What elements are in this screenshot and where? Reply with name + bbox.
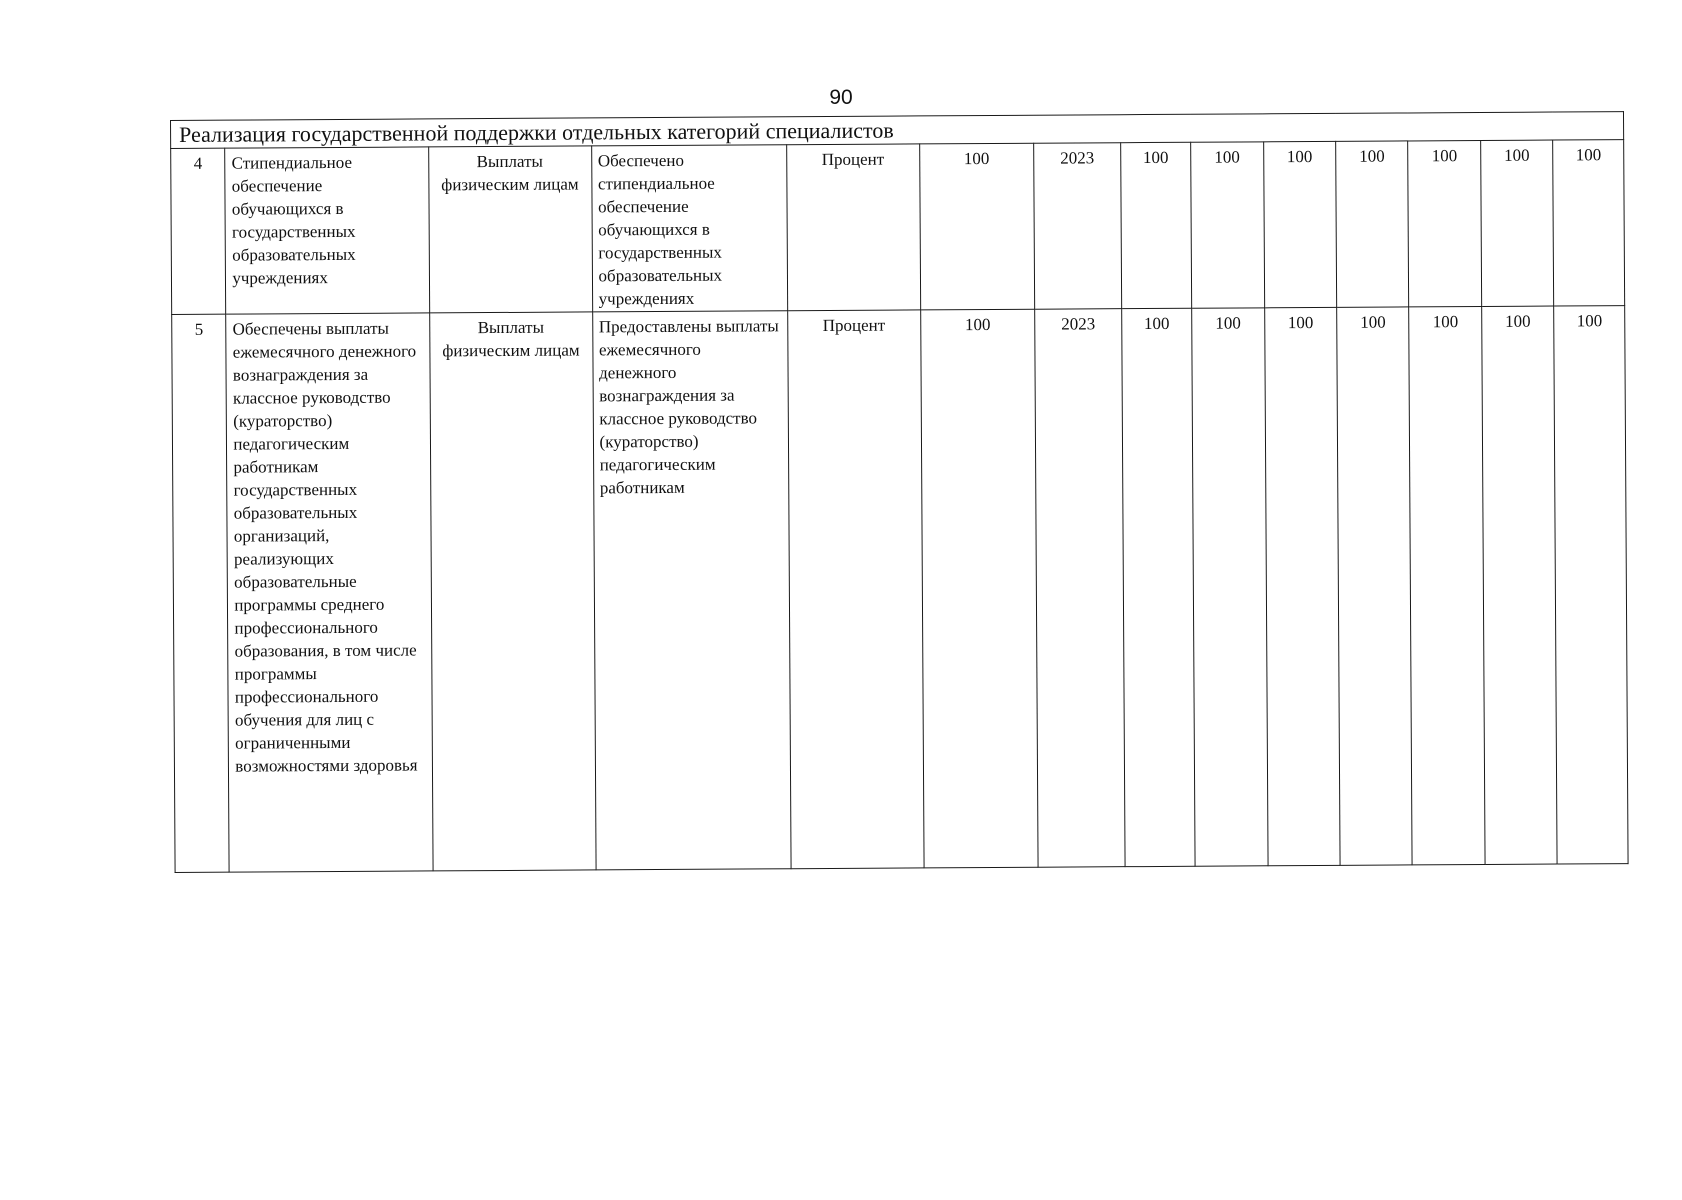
section-title: Реализация государственной поддержки отдельных категорий специалистов [171, 112, 1624, 149]
table-row [172, 306, 1628, 873]
year-value-cell: 100 [1191, 142, 1264, 308]
year-value-cell: 100 [1482, 306, 1558, 864]
indicators-table [170, 111, 1629, 873]
unit-cell: Процент [787, 310, 923, 869]
indicator-result: Обеспечено стипендиальное обеспечение обучающихся в государственных образовательных учреждениях [591, 145, 787, 312]
year-value-cell: 100 [1409, 306, 1485, 864]
year-value-cell: 100 [1408, 140, 1481, 306]
year-value-cell: 100 [1120, 142, 1191, 308]
page-number: 90 [829, 86, 853, 109]
year-value-cell: 100 [1264, 307, 1340, 865]
indicator-type: Выплаты физическим лицам [428, 146, 592, 313]
indicator-name: Обеспечены выплаты ежемесячного денежного вознаграждения за классное руководство (кураторство) педагогическим работникам государственных образовательных организаций, реализующих образовательные программы среднего профессионального образования, в том числе программы профессионального обучения для лиц с ограниченными возможностями здоровья [226, 313, 433, 872]
year-value-cell: 100 [1481, 140, 1554, 306]
row-number: 5 [172, 314, 230, 872]
year-value-cell: 100 [1121, 308, 1195, 866]
year-value-cell: 100 [1192, 308, 1268, 866]
year-value-cell: 100 [1263, 141, 1336, 307]
base-value-cell: 100 [920, 309, 1038, 868]
year-value-cell: 100 [1336, 141, 1409, 307]
table-row [171, 140, 1625, 315]
base-value-cell: 100 [919, 143, 1035, 310]
year-value-cell: 100 [1554, 306, 1628, 864]
row-number: 4 [171, 148, 226, 314]
year-value-cell: 100 [1553, 140, 1625, 306]
base-year-cell: 2023 [1035, 309, 1125, 868]
indicator-result: Предоставлены выплаты ежемесячного денежного вознаграждения за классное руководство (кураторство) педагогическим работникам [592, 311, 791, 870]
unit-cell: Процент [786, 144, 920, 311]
indicator-name: Стипендиальное обеспечение обучающихся в государственных образовательных учреждениях [225, 147, 429, 314]
base-year-cell: 2023 [1034, 143, 1122, 310]
year-value-cell: 100 [1337, 307, 1413, 865]
indicator-type: Выплаты физическим лицам [429, 312, 595, 871]
